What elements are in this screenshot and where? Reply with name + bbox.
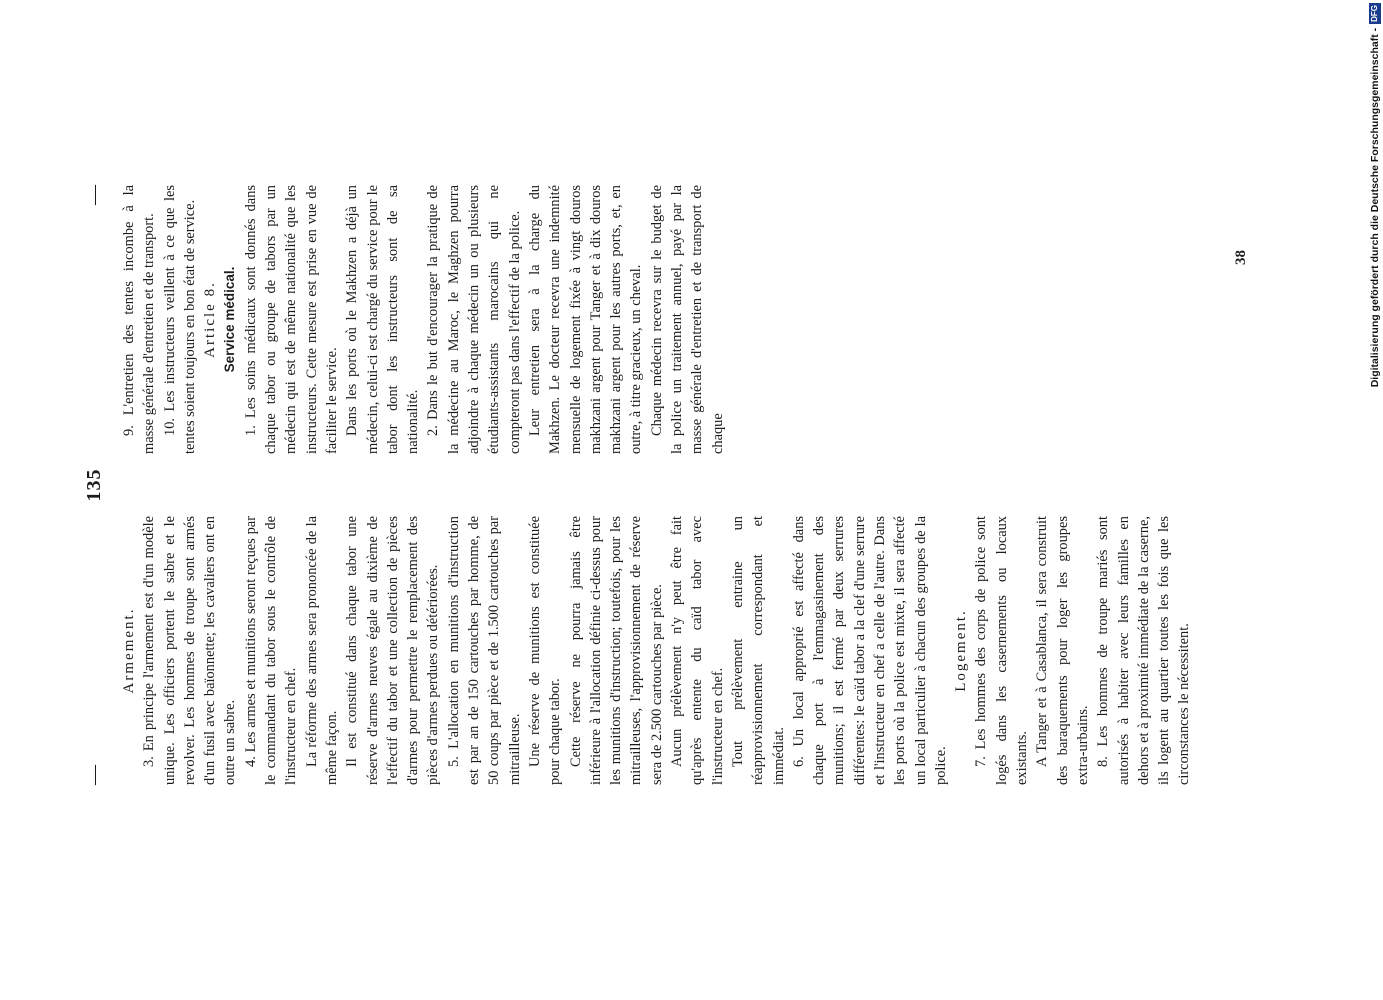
paragraph: Chaque médecin recevra sur le budget de la police un traitement annuel, payé par la masse générale d'entretien et de transport de chaque: [648, 185, 726, 454]
paragraph: 8. Les hommes de troupe mariés sont autorisés à habiter avec leurs familles en dehors et à proximité immédiate de la caserne, ils logent au quartier toutes les fois que les circonstances le nécessitent.: [1095, 516, 1193, 785]
paragraph: 10. Les instructeurs veillent à ce que les tentes soient toujours en bon état de service.: [161, 185, 198, 454]
paragraph: 2. Dans le but d'encourager la pratique de la médecine au Maroc, le Maghzen pourra adjoindre à chaque médecin un ou plusieurs étudiants-assistants marocains qui ne compteront pas dans l'effectif de la police.: [425, 185, 523, 454]
dfg-logo: DFG: [1370, 5, 1379, 22]
section-title-article-8: Article 8.: [202, 281, 219, 358]
paragraph: Dans les ports où le Makhzen a déjà un médecin, celui-ci est chargé du service pour le tabor dont les instructeurs sont de sa nationalité.: [344, 185, 422, 454]
paragraph: Tout prélèvement entraine un réapprovisionnement correspondant et immédiat.: [729, 516, 787, 785]
paragraph: A Tanger et à Casablanca, il sera construit des baraquements pour loger les groupes extra-urbains.: [1034, 516, 1091, 785]
paragraph: 7. Les hommes des corps de police sont logés dans les casernements ou locaux existants.: [973, 516, 1031, 785]
signature-number: 38: [1233, 250, 1249, 265]
paragraph: 5. L'allocation en munitions d'instruction est par an de 150 cartouches par homme, de 50 coups par pièce et de 1.500 cartouches par mitrailleuse.: [445, 516, 523, 785]
header-dash-left: —: [83, 765, 105, 785]
paragraph: Il est constitué dans chaque tabor une réserve d'armes neuves égale au dixième de l'effectif du tabor et une collection de pièces d'armes pour permettre le remplacement des pièces d'armes perdues ou détériorées.: [344, 516, 442, 785]
paragraph: Aucun prélèvement n'y peut être fait qu'après entente du caïd tabor avec l'instructeur en chef.: [669, 516, 726, 785]
paragraph: 3. En principe l'armement est d'un modèle unique. Les officiers portent le sabre et le revolver. Les hommes de troupe sont armés d'un fusil avec baïonnette; les cavaliers ont en outre un sabre.: [141, 516, 239, 785]
page-header: [83, 185, 106, 785]
section-title-armement: Armement.: [121, 607, 137, 694]
paragraph: Leur entretien sera à la charge du Makhzen. Le docteur recevra une indemnité mensuelle de logement fixée à vingt douros makhzani argent pour Tanger et à dix douros makhzani argent pour les autres ports, et, en outre, à titre gracieux, un cheval.: [526, 185, 645, 454]
section-title-logement: Logement.: [953, 609, 970, 692]
header-dash-right: —: [83, 185, 105, 205]
paragraph: Cette réserve ne pourra jamais être inférieure à l'allocation définie ci-dessus pour les munitions d'instruction; toutefois, pour les mitrailleuses, l'approvisionnement de réserve sera de 2.500 cartouches par pièce.: [567, 516, 665, 785]
paragraph: 1. Les soins médicaux sont donnés dans chaque tabor ou groupe de tabors par un médecin qui est de même nationalité que les instructeurs. Cette mesure est prise en vue de faciliter le service.: [242, 185, 340, 454]
digitization-credit: [1368, 3, 1382, 993]
page-body: [119, 185, 1229, 785]
document-page: [65, 185, 1249, 785]
paragraph: 6. Un local approprié est affecté dans chaque port à l'emmagasinement des munitions; il est fermé par deux serrures différentes: le caïd tabor a la clef d'une serrure et l'instructeur en chef a celle de l'autre. Dans les ports où la police est mixte, il sera affecté un local particulier à chacun des groupes de la police.: [790, 516, 949, 785]
section-subtitle-service-medical: Service médical.: [222, 266, 238, 373]
paragraph: Une réserve de munitions est constituée pour chaque tabor.: [526, 516, 564, 785]
digitization-credit-text: Digitalisierung gefördert durch die Deutsche Forschungsgemeinschaft -: [1369, 27, 1381, 388]
paragraph: 9. L'entretien des tentes incombe à la masse générale d'entretien et de transport.: [121, 185, 158, 454]
paragraph: 4. Les armes et munitions seront reçues par le commandant du tabor sous le contrôle de l'instructeur en chef.: [242, 516, 300, 785]
paragraph: La réforme des armes sera prononcée de la même façon.: [303, 516, 340, 785]
page-number: 135: [83, 468, 105, 502]
